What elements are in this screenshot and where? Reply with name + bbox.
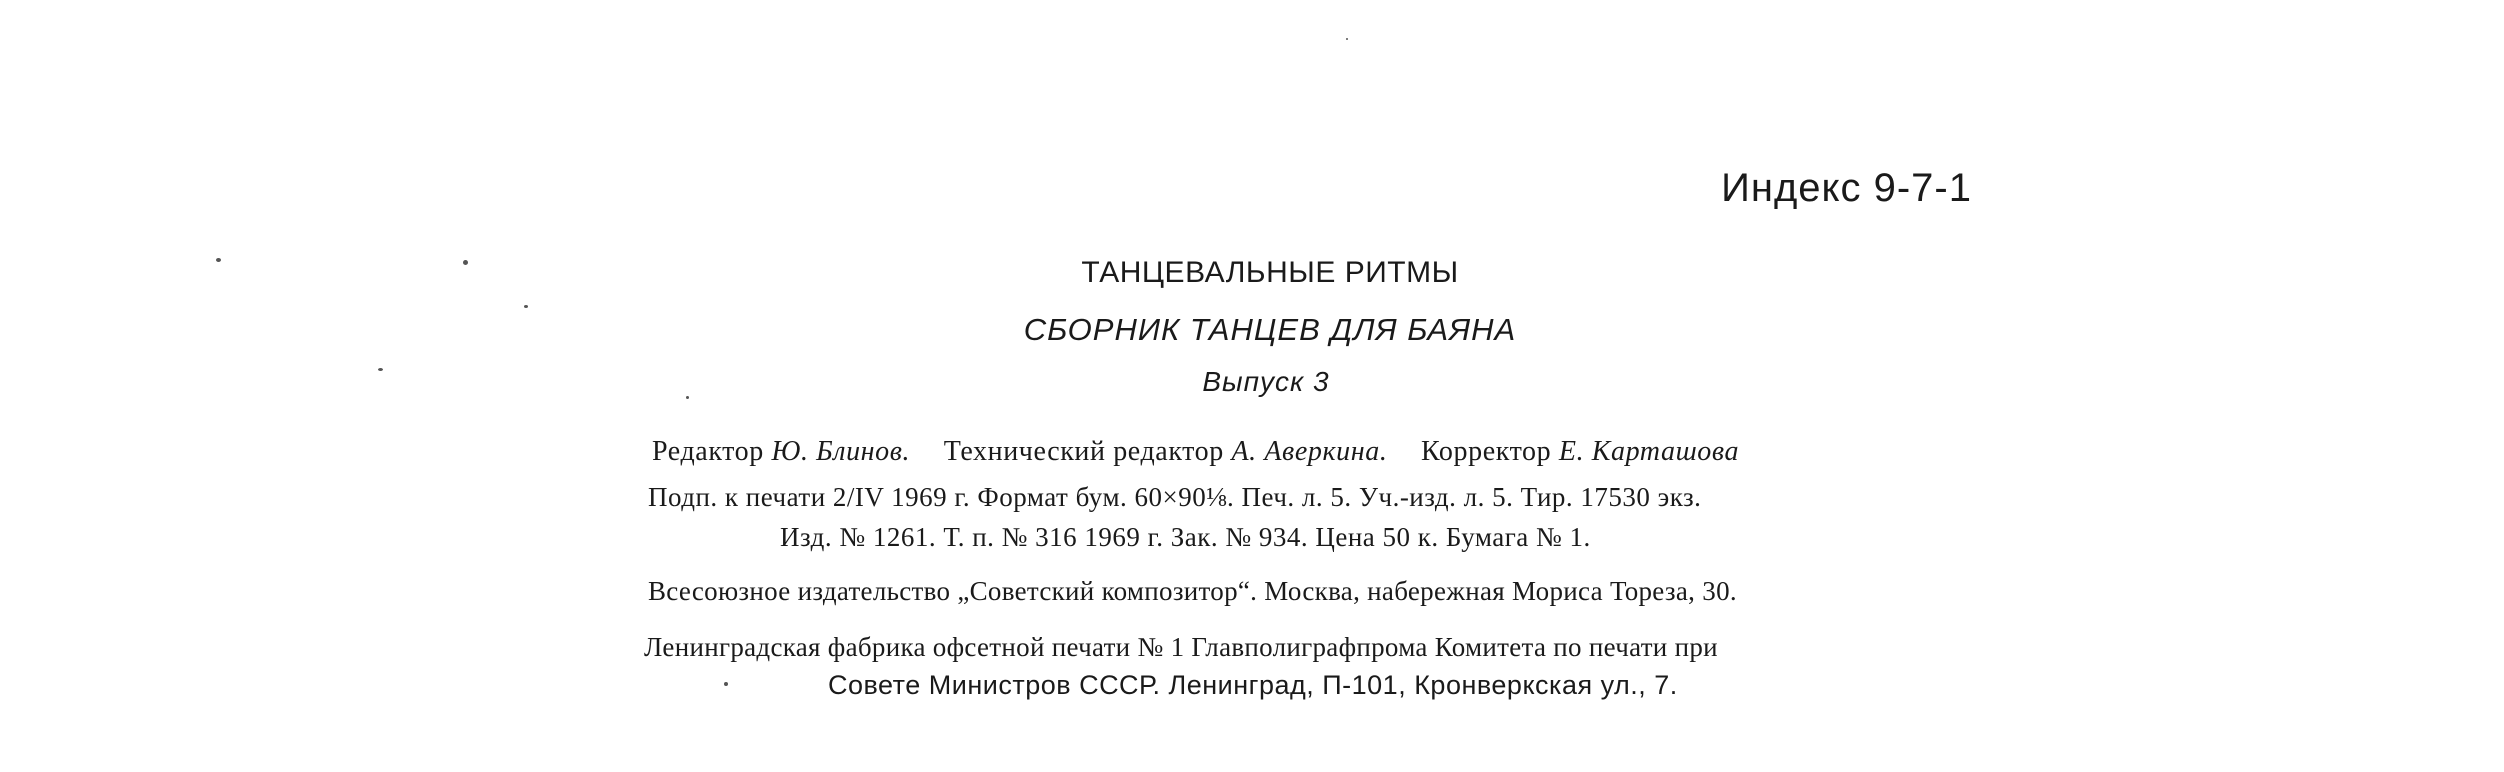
scan-speck: [378, 368, 383, 371]
editor-name: Ю. Блинов.: [771, 436, 911, 467]
tech-editor-name: А. Аверкина.: [1231, 436, 1388, 467]
scan-speck: [216, 258, 221, 262]
printing-house-line-1: Ленинградская фабрика офсетной печати № 1 Главполиграфпрома Комитета по печати при: [644, 632, 1718, 662]
book-subtitle: СБОРНИК ТАНЦЕВ ДЛЯ БАЯНА: [1023, 312, 1517, 347]
issue-number: Выпуск 3: [1202, 366, 1330, 397]
catalog-index: Индекс 9-7-1: [1721, 166, 1972, 210]
corrector-label: Корректор: [1421, 436, 1552, 467]
print-info-line-1: Подп. к печати 2/IV 1969 г. Формат бум. 60×90⅛. Печ. л. 5. Уч.-изд. л. 5. Тир. 17530 экз.: [648, 482, 1702, 512]
book-title: ТАНЦЕВАЛЬНЫЕ РИТМЫ: [1081, 256, 1459, 289]
scan-speck: [1346, 38, 1348, 40]
publisher-line: Всесоюзное издательство „Советский композитор“. Москва, набережная Мориса Тореза, 30.: [648, 576, 1737, 606]
print-info-line-2: Изд. № 1261. Т. п. № 316 1969 г. Зак. № 934. Цена 50 к. Бумага № 1.: [780, 522, 1591, 552]
scan-speck: [686, 396, 689, 399]
printing-house-line-2: Совете Министров СССР. Ленинград, П-101, Кронверкская ул., 7.: [828, 670, 1678, 700]
scan-speck: [724, 682, 728, 686]
scan-speck: [463, 260, 468, 265]
credits-line: [652, 438, 1739, 466]
editor-label: Редактор: [652, 436, 764, 467]
scan-speck: [524, 305, 528, 308]
tech-editor-label: Технический редактор: [943, 436, 1224, 467]
corrector-name: Е. Карташова: [1558, 436, 1740, 467]
